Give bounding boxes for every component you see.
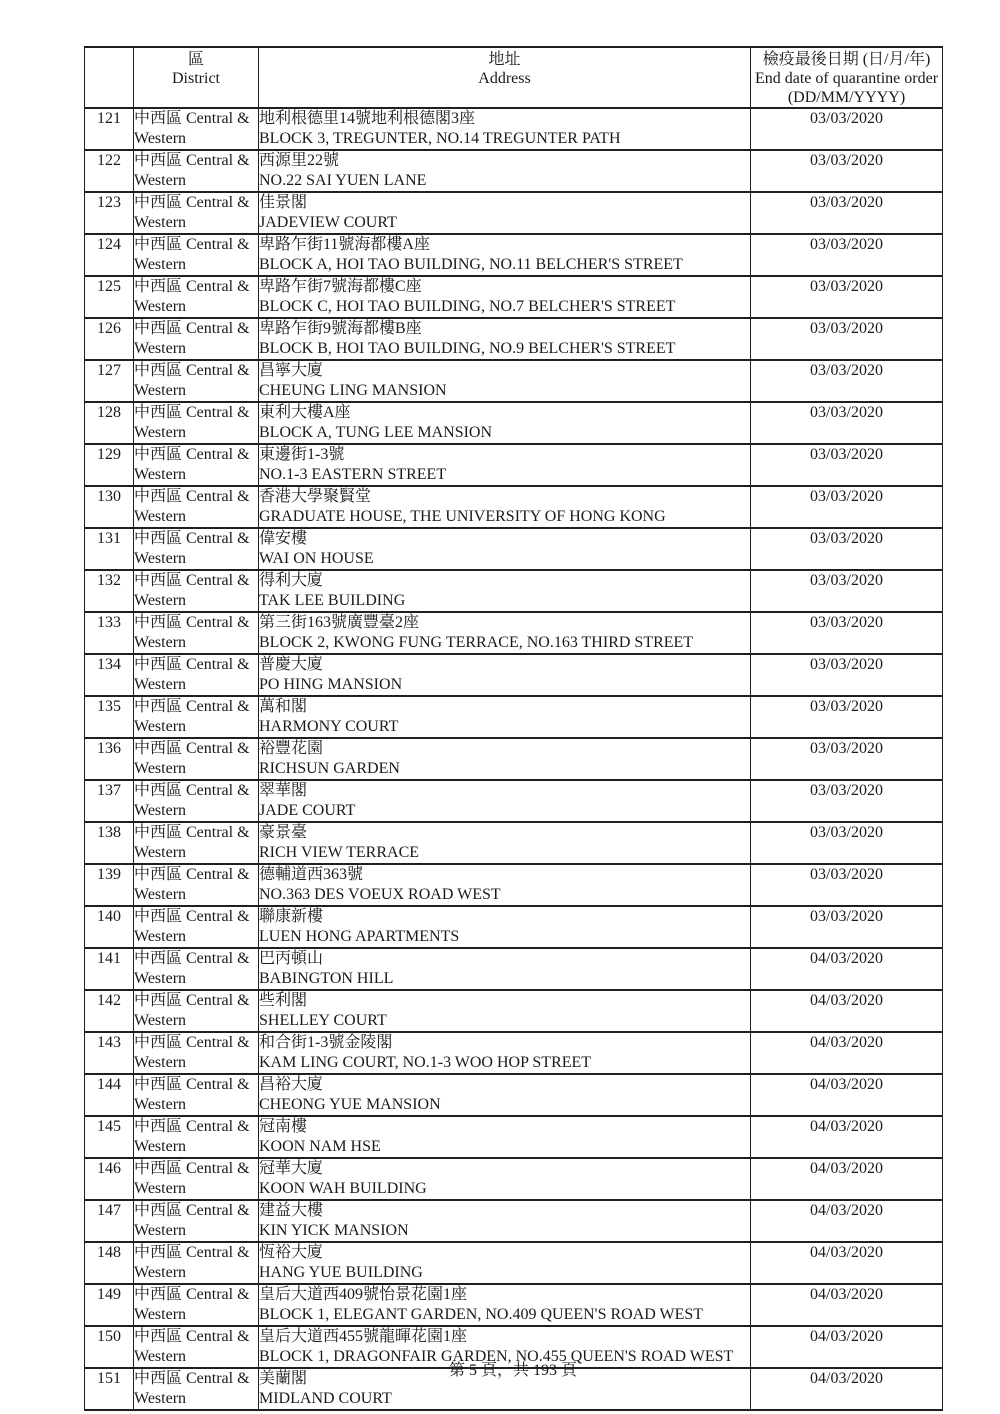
address-cell bbox=[259, 654, 751, 696]
district-cell: 中西區 Central & Western bbox=[134, 990, 259, 1032]
district-cell: 中西區 Central & Western bbox=[134, 1032, 259, 1074]
address-cell bbox=[259, 906, 751, 948]
address-chinese: 和合街1-3號金陵閣 bbox=[259, 1034, 393, 1051]
row-number-cell: 138 bbox=[85, 822, 134, 864]
table-row bbox=[85, 1158, 943, 1200]
header-address-cell bbox=[259, 47, 751, 108]
address-english: KOON NAM HSE bbox=[259, 1138, 381, 1155]
row-number-cell: 131 bbox=[85, 528, 134, 570]
address-cell bbox=[259, 108, 751, 150]
address-chinese: 建益大樓 bbox=[259, 1202, 324, 1219]
table-row bbox=[85, 318, 943, 360]
address-english: NO.1-3 EASTERN STREET bbox=[259, 466, 447, 483]
address-cell bbox=[259, 864, 751, 906]
row-number-cell: 141 bbox=[85, 948, 134, 990]
row-number-cell: 130 bbox=[85, 486, 134, 528]
address-cell bbox=[259, 696, 751, 738]
address-cell bbox=[259, 318, 751, 360]
date-cell: 03/03/2020 bbox=[751, 696, 943, 738]
address-chinese: 東邊街1-3號 bbox=[259, 446, 345, 463]
address-english: CHEONG YUE MANSION bbox=[259, 1096, 441, 1113]
table-row bbox=[85, 444, 943, 486]
address-english: PO HING MANSION bbox=[259, 676, 403, 693]
header-blank-cell bbox=[85, 47, 134, 108]
address-english: BLOCK 1, DRAGONFAIR GARDEN, NO.455 QUEEN'S ROAD WEST bbox=[259, 1348, 734, 1365]
table-row bbox=[85, 192, 943, 234]
date-cell: 04/03/2020 bbox=[751, 1158, 943, 1200]
table-row bbox=[85, 864, 943, 906]
address-english: BLOCK A, TUNG LEE MANSION bbox=[259, 424, 493, 441]
row-number-cell: 134 bbox=[85, 654, 134, 696]
district-cell: 中西區 Central & Western bbox=[134, 864, 259, 906]
table-row bbox=[85, 108, 943, 150]
address-english: NO.22 SAI YUEN LANE bbox=[259, 172, 427, 189]
table-row bbox=[85, 906, 943, 948]
date-cell: 04/03/2020 bbox=[751, 1326, 943, 1368]
address-english: SHELLEY COURT bbox=[259, 1012, 387, 1029]
date-cell: 03/03/2020 bbox=[751, 486, 943, 528]
address-chinese: 普慶大廈 bbox=[259, 656, 324, 673]
row-number-cell: 139 bbox=[85, 864, 134, 906]
district-cell: 中西區 Central & Western bbox=[134, 948, 259, 990]
address-cell bbox=[259, 780, 751, 822]
address-chinese: 偉安樓 bbox=[259, 530, 308, 547]
address-cell bbox=[259, 1116, 751, 1158]
address-chinese: 東利大樓A座 bbox=[259, 404, 351, 421]
row-number-cell: 150 bbox=[85, 1326, 134, 1368]
address-cell bbox=[259, 528, 751, 570]
address-chinese: 昌寧大廈 bbox=[259, 362, 324, 379]
row-number-cell: 137 bbox=[85, 780, 134, 822]
row-number-cell: 128 bbox=[85, 402, 134, 444]
address-chinese: 皇后大道西455號龍暉花園1座 bbox=[259, 1328, 468, 1345]
header-address-zh: 地址 bbox=[488, 51, 521, 68]
address-cell bbox=[259, 1284, 751, 1326]
district-cell: 中西區 Central & Western bbox=[134, 654, 259, 696]
district-cell: 中西區 Central & Western bbox=[134, 192, 259, 234]
row-number-cell: 145 bbox=[85, 1116, 134, 1158]
address-english: RICHSUN GARDEN bbox=[259, 760, 400, 777]
district-cell: 中西區 Central & Western bbox=[134, 1200, 259, 1242]
row-number-cell: 144 bbox=[85, 1074, 134, 1116]
row-number-cell: 140 bbox=[85, 906, 134, 948]
address-english: GRADUATE HOUSE, THE UNIVERSITY OF HONG KONG bbox=[259, 508, 666, 525]
address-chinese: 佳景閣 bbox=[259, 194, 308, 211]
row-number-cell: 136 bbox=[85, 738, 134, 780]
district-cell: 中西區 Central & Western bbox=[134, 276, 259, 318]
address-chinese: 德輔道西363號 bbox=[259, 866, 364, 883]
row-number-cell: 148 bbox=[85, 1242, 134, 1284]
row-number-cell: 149 bbox=[85, 1284, 134, 1326]
row-number-cell: 123 bbox=[85, 192, 134, 234]
district-cell: 中西區 Central & Western bbox=[134, 1116, 259, 1158]
address-chinese: 萬和閣 bbox=[259, 698, 308, 715]
address-cell bbox=[259, 360, 751, 402]
address-cell bbox=[259, 990, 751, 1032]
district-cell: 中西區 Central & Western bbox=[134, 402, 259, 444]
address-chinese: 香港大學聚賢堂 bbox=[259, 488, 372, 505]
address-chinese: 些利閣 bbox=[259, 992, 308, 1009]
district-cell: 中西區 Central & Western bbox=[134, 108, 259, 150]
district-cell: 中西區 Central & Western bbox=[134, 696, 259, 738]
quarantine-table bbox=[84, 46, 943, 1411]
district-cell: 中西區 Central & Western bbox=[134, 1326, 259, 1368]
date-cell: 03/03/2020 bbox=[751, 780, 943, 822]
table-row bbox=[85, 1074, 943, 1116]
address-cell bbox=[259, 1074, 751, 1116]
date-cell: 04/03/2020 bbox=[751, 1032, 943, 1074]
address-cell bbox=[259, 276, 751, 318]
row-number-cell: 129 bbox=[85, 444, 134, 486]
header-date-en: End date of quarantine order bbox=[754, 70, 939, 87]
row-number-cell: 147 bbox=[85, 1200, 134, 1242]
table-row bbox=[85, 528, 943, 570]
date-cell: 04/03/2020 bbox=[751, 1200, 943, 1242]
address-cell bbox=[259, 486, 751, 528]
table-row bbox=[85, 360, 943, 402]
district-cell: 中西區 Central & Western bbox=[134, 822, 259, 864]
table-row bbox=[85, 990, 943, 1032]
district-cell: 中西區 Central & Western bbox=[134, 528, 259, 570]
date-cell: 03/03/2020 bbox=[751, 192, 943, 234]
table-row bbox=[85, 1032, 943, 1074]
address-english: TAK LEE BUILDING bbox=[259, 592, 406, 609]
table-row bbox=[85, 1242, 943, 1284]
address-cell bbox=[259, 444, 751, 486]
address-cell bbox=[259, 192, 751, 234]
row-number-cell: 122 bbox=[85, 150, 134, 192]
district-cell: 中西區 Central & Western bbox=[134, 1368, 259, 1410]
table-row bbox=[85, 570, 943, 612]
date-cell: 03/03/2020 bbox=[751, 276, 943, 318]
address-cell bbox=[259, 150, 751, 192]
address-english: BLOCK C, HOI TAO BUILDING, NO.7 BELCHER'S STREET bbox=[259, 298, 676, 315]
table-row bbox=[85, 696, 943, 738]
address-cell bbox=[259, 738, 751, 780]
district-cell: 中西區 Central & Western bbox=[134, 780, 259, 822]
header-district-en: District bbox=[172, 70, 220, 87]
address-chinese: 皇后大道西409號怡景花園1座 bbox=[259, 1286, 468, 1303]
date-cell: 04/03/2020 bbox=[751, 948, 943, 990]
date-cell: 03/03/2020 bbox=[751, 822, 943, 864]
table-row bbox=[85, 654, 943, 696]
address-chinese: 豪景臺 bbox=[259, 824, 308, 841]
district-cell: 中西區 Central & Western bbox=[134, 234, 259, 276]
district-cell: 中西區 Central & Western bbox=[134, 570, 259, 612]
row-number-cell: 124 bbox=[85, 234, 134, 276]
address-cell bbox=[259, 1032, 751, 1074]
address-english: LUEN HONG APARTMENTS bbox=[259, 928, 460, 945]
table-row bbox=[85, 1284, 943, 1326]
district-cell: 中西區 Central & Western bbox=[134, 318, 259, 360]
address-english: NO.363 DES VOEUX ROAD WEST bbox=[259, 886, 501, 903]
date-cell: 04/03/2020 bbox=[751, 1368, 943, 1410]
district-cell: 中西區 Central & Western bbox=[134, 1242, 259, 1284]
header-district-cell bbox=[134, 47, 259, 108]
page-number: 第 5 頁，共 193 頁 bbox=[448, 1362, 577, 1379]
date-cell: 03/03/2020 bbox=[751, 108, 943, 150]
date-cell: 03/03/2020 bbox=[751, 360, 943, 402]
date-cell: 03/03/2020 bbox=[751, 234, 943, 276]
table-row bbox=[85, 738, 943, 780]
date-cell: 04/03/2020 bbox=[751, 1074, 943, 1116]
date-cell: 03/03/2020 bbox=[751, 150, 943, 192]
district-cell: 中西區 Central & Western bbox=[134, 612, 259, 654]
address-cell bbox=[259, 612, 751, 654]
date-cell: 03/03/2020 bbox=[751, 906, 943, 948]
district-cell: 中西區 Central & Western bbox=[134, 1074, 259, 1116]
address-chinese: 聯康新樓 bbox=[259, 908, 324, 925]
address-english: BLOCK 2, KWONG FUNG TERRACE, NO.163 THIRD STREET bbox=[259, 634, 694, 651]
address-chinese: 西源里22號 bbox=[259, 152, 340, 169]
row-number-cell: 146 bbox=[85, 1158, 134, 1200]
address-cell bbox=[259, 1158, 751, 1200]
address-english: BLOCK 3, TREGUNTER, NO.14 TREGUNTER PATH bbox=[259, 130, 621, 147]
header-row bbox=[85, 47, 943, 108]
date-cell: 03/03/2020 bbox=[751, 570, 943, 612]
address-chinese: 冠南樓 bbox=[259, 1118, 308, 1135]
header-date-format: (DD/MM/YYYY) bbox=[787, 89, 906, 106]
address-english: JADEVIEW COURT bbox=[259, 214, 397, 231]
row-number-cell: 133 bbox=[85, 612, 134, 654]
address-chinese: 冠華大廈 bbox=[259, 1160, 324, 1177]
table-row bbox=[85, 486, 943, 528]
row-number-cell: 132 bbox=[85, 570, 134, 612]
address-cell bbox=[259, 234, 751, 276]
table-row bbox=[85, 402, 943, 444]
address-cell bbox=[259, 402, 751, 444]
date-cell: 03/03/2020 bbox=[751, 738, 943, 780]
address-cell bbox=[259, 1200, 751, 1242]
header-date-zh: 檢疫最後日期 (日/月/年) bbox=[762, 51, 931, 68]
date-cell: 03/03/2020 bbox=[751, 654, 943, 696]
address-chinese: 美蘭閣 bbox=[259, 1370, 308, 1387]
address-chinese: 地利根德里14號地利根德閣3座 bbox=[259, 110, 476, 127]
address-chinese: 昌裕大廈 bbox=[259, 1076, 324, 1093]
row-number-cell: 151 bbox=[85, 1368, 134, 1410]
table-body bbox=[85, 108, 943, 1410]
address-english: BLOCK B, HOI TAO BUILDING, NO.9 BELCHER'S STREET bbox=[259, 340, 676, 357]
address-chinese: 巴丙頓山 bbox=[259, 950, 324, 967]
date-cell: 03/03/2020 bbox=[751, 444, 943, 486]
address-chinese: 卑路乍街11號海都樓A座 bbox=[259, 236, 430, 253]
address-english: BLOCK 1, ELEGANT GARDEN, NO.409 QUEEN'S ROAD WEST bbox=[259, 1306, 704, 1323]
address-chinese: 翠華閣 bbox=[259, 782, 308, 799]
row-number-cell: 125 bbox=[85, 276, 134, 318]
address-english: MIDLAND COURT bbox=[259, 1390, 392, 1407]
row-number-cell: 126 bbox=[85, 318, 134, 360]
address-cell bbox=[259, 570, 751, 612]
address-english: KAM LING COURT, NO.1-3 WOO HOP STREET bbox=[259, 1054, 592, 1071]
date-cell: 03/03/2020 bbox=[751, 402, 943, 444]
table-row bbox=[85, 612, 943, 654]
row-number-cell: 127 bbox=[85, 360, 134, 402]
table-row bbox=[85, 276, 943, 318]
address-chinese: 得利大廈 bbox=[259, 572, 324, 589]
address-english: HARMONY COURT bbox=[259, 718, 399, 735]
address-cell bbox=[259, 1242, 751, 1284]
table-row bbox=[85, 1116, 943, 1158]
table-row bbox=[85, 1200, 943, 1242]
table-row bbox=[85, 234, 943, 276]
district-cell: 中西區 Central & Western bbox=[134, 360, 259, 402]
address-chinese: 卑路乍街7號海都樓C座 bbox=[259, 278, 422, 295]
district-cell: 中西區 Central & Western bbox=[134, 1158, 259, 1200]
row-number-cell: 121 bbox=[85, 108, 134, 150]
address-english: JADE COURT bbox=[259, 802, 356, 819]
address-chinese: 恆裕大廈 bbox=[259, 1244, 324, 1261]
district-cell: 中西區 Central & Western bbox=[134, 150, 259, 192]
district-cell: 中西區 Central & Western bbox=[134, 738, 259, 780]
address-english: BLOCK A, HOI TAO BUILDING, NO.11 BELCHER'S STREET bbox=[259, 256, 683, 273]
table-row bbox=[85, 150, 943, 192]
address-english: KOON WAH BUILDING bbox=[259, 1180, 427, 1197]
address-english: CHEUNG LING MANSION bbox=[259, 382, 447, 399]
address-chinese: 裕豐花園 bbox=[259, 740, 324, 757]
row-number-cell: 135 bbox=[85, 696, 134, 738]
district-cell: 中西區 Central & Western bbox=[134, 1284, 259, 1326]
header-district-zh: 區 bbox=[187, 51, 204, 68]
district-cell: 中西區 Central & Western bbox=[134, 906, 259, 948]
date-cell: 03/03/2020 bbox=[751, 318, 943, 360]
date-cell: 04/03/2020 bbox=[751, 1242, 943, 1284]
district-cell: 中西區 Central & Western bbox=[134, 486, 259, 528]
address-english: RICH VIEW TERRACE bbox=[259, 844, 420, 861]
date-cell: 03/03/2020 bbox=[751, 864, 943, 906]
header-address-en: Address bbox=[478, 70, 531, 87]
date-cell: 03/03/2020 bbox=[751, 528, 943, 570]
date-cell: 03/03/2020 bbox=[751, 612, 943, 654]
address-english: KIN YICK MANSION bbox=[259, 1222, 409, 1239]
table-row bbox=[85, 948, 943, 990]
address-english: HANG YUE BUILDING bbox=[259, 1264, 423, 1281]
address-chinese: 第三街163號廣豐臺2座 bbox=[259, 614, 420, 631]
table-row bbox=[85, 822, 943, 864]
address-cell bbox=[259, 948, 751, 990]
address-english: WAI ON HOUSE bbox=[259, 550, 374, 567]
header-date-cell bbox=[751, 47, 943, 108]
address-chinese: 卑路乍街9號海都樓B座 bbox=[259, 320, 422, 337]
table-header bbox=[85, 47, 943, 108]
address-cell bbox=[259, 822, 751, 864]
date-cell: 04/03/2020 bbox=[751, 1284, 943, 1326]
district-cell: 中西區 Central & Western bbox=[134, 444, 259, 486]
row-number-cell: 143 bbox=[85, 1032, 134, 1074]
date-cell: 04/03/2020 bbox=[751, 1116, 943, 1158]
row-number-cell: 142 bbox=[85, 990, 134, 1032]
date-cell: 04/03/2020 bbox=[751, 990, 943, 1032]
address-english: BABINGTON HILL bbox=[259, 970, 394, 987]
table-row bbox=[85, 780, 943, 822]
